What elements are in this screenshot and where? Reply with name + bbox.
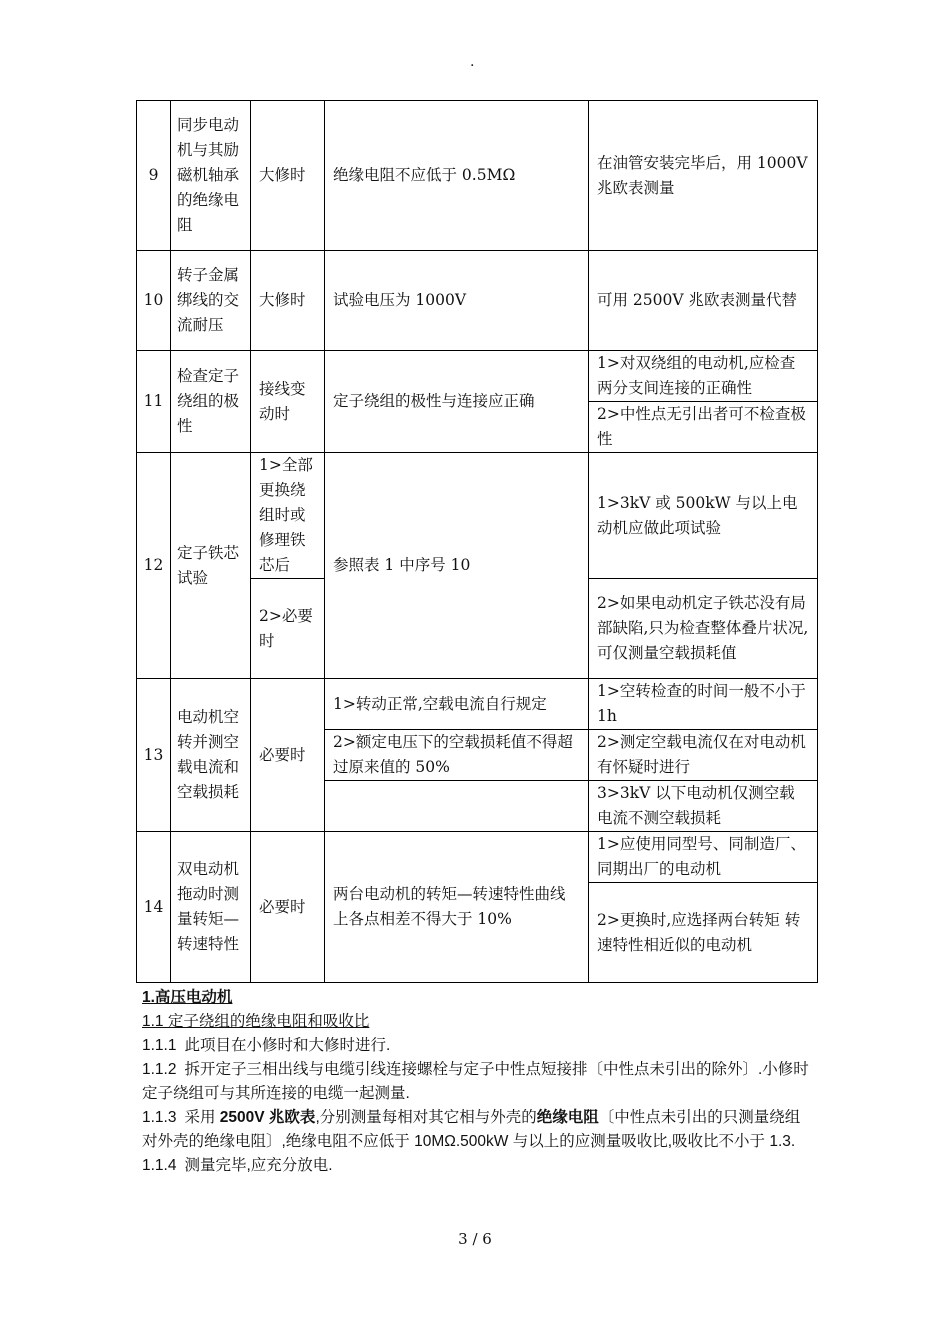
paragraph-1-1-4 — [142, 1154, 814, 1178]
row-number: 9 — [137, 101, 171, 251]
paragraph-1-1-2 — [142, 1058, 814, 1106]
note: 3>3kV 以下电动机仅测空载电流不测空载损耗 — [589, 781, 818, 832]
requirement: 2>额定电压下的空载损耗值不得超过原来值的 50% — [325, 730, 589, 781]
test-item: 检查定子绕组的极性 — [171, 351, 251, 453]
test-period: 2>必要时 — [251, 579, 325, 679]
test-period: 大修时 — [251, 101, 325, 251]
table-row — [137, 453, 818, 579]
header-dot: . — [470, 54, 475, 70]
clause-number: 1.1.4 — [142, 1157, 177, 1174]
test-period: 必要时 — [251, 832, 325, 983]
section-body — [142, 986, 814, 1178]
note: 1>空转检查的时间一般不小于 1h — [589, 679, 818, 730]
clause-text: 拆开定子三相出线与电缆引线连接螺栓与定子中性点短接排〔中性点未引出的除外〕.小修时定子绕组可与其所连接的电缆一起测量. — [142, 1061, 809, 1102]
page-number: 3 / 6 — [458, 1230, 492, 1248]
test-items-table — [136, 100, 818, 983]
table-row — [137, 101, 818, 251]
clause-text: 〔中性点未引出的只测量绕组对外壳的绝缘电阻〕,绝缘电阻不应低于 10MΩ.500kW 与以上的应测量吸收比,吸收比不小于 1.3. — [142, 1109, 801, 1150]
section-heading: 1.高压电动机 — [142, 989, 233, 1006]
table-row — [137, 351, 818, 402]
clause-text: 测量完毕,应充分放电. — [184, 1157, 333, 1174]
table-row — [137, 832, 818, 883]
clause-number: 1.1.2 — [142, 1061, 177, 1078]
requirement: 参照表 1 中序号 10 — [325, 453, 589, 679]
emphasis-megohmmeter: 2500V 兆欧表 — [219, 1109, 316, 1126]
note: 1>应使用同型号、同制造厂、同期出厂的电动机 — [589, 832, 818, 883]
test-period: 接线变动时 — [251, 351, 325, 453]
test-period: 1>全部更换绕组时或修理铁芯后 — [251, 453, 325, 579]
test-item: 双电动机拖动时测量转矩—转速特性 — [171, 832, 251, 983]
table-row — [137, 679, 818, 730]
requirement: 试验电压为 1000V — [325, 251, 589, 351]
test-item: 同步电动机与其励磁机轴承的绝缘电阻 — [171, 101, 251, 251]
row-number: 12 — [137, 453, 171, 679]
test-period: 必要时 — [251, 679, 325, 832]
test-item: 电动机空转并测空载电流和空载损耗 — [171, 679, 251, 832]
note: 2>如果电动机定子铁芯没有局部缺陷,只为检查整体叠片状况,可仅测量空载损耗值 — [589, 579, 818, 679]
clause-number: 1.1.1 — [142, 1037, 177, 1054]
clause-number: 1.1.3 — [142, 1109, 177, 1126]
clause-text: 此项目在小修时和大修时进行. — [184, 1037, 391, 1054]
note: 2>中性点无引出者可不检查极性 — [589, 402, 818, 453]
note: 在油管安装完毕后，用 1000V 兆欧表测量 — [589, 101, 818, 251]
table-row — [137, 251, 818, 351]
note: 1>对双绕组的电动机,应检查两分支间连接的正确性 — [589, 351, 818, 402]
clause-text: 采用 — [184, 1109, 220, 1126]
test-item: 定子铁芯试验 — [171, 453, 251, 679]
note: 2>更换时,应选择两台转矩 转速特性相近似的电动机 — [589, 883, 818, 983]
emphasis-insulation: 绝缘电阻 — [536, 1109, 599, 1126]
requirement: 定子绕组的极性与连接应正确 — [325, 351, 589, 453]
subsection-heading: 1.1 定子绕组的绝缘电阻和吸收比 — [142, 1013, 370, 1030]
clause-text: ,分别测量每相对其它相与外壳的 — [315, 1109, 537, 1126]
row-number: 10 — [137, 251, 171, 351]
requirement: 1>转动正常,空载电流自行规定 — [325, 679, 589, 730]
row-number: 14 — [137, 832, 171, 983]
row-number: 11 — [137, 351, 171, 453]
requirement: 两台电动机的转矩—转速特性曲线上各点相差不得大于 10% — [325, 832, 589, 983]
requirement-empty — [325, 781, 589, 832]
test-period: 大修时 — [251, 251, 325, 351]
note: 1>3kV 或 500kW 与以上电动机应做此项试验 — [589, 453, 818, 579]
note: 可用 2500V 兆欧表测量代替 — [589, 251, 818, 351]
paragraph-1-1-1 — [142, 1034, 814, 1058]
row-number: 13 — [137, 679, 171, 832]
requirement: 绝缘电阻不应低于 0.5MΩ — [325, 101, 589, 251]
test-item: 转子金属绑线的交流耐压 — [171, 251, 251, 351]
note: 2>测定空载电流仅在对电动机有怀疑时进行 — [589, 730, 818, 781]
paragraph-1-1-3 — [142, 1106, 814, 1154]
